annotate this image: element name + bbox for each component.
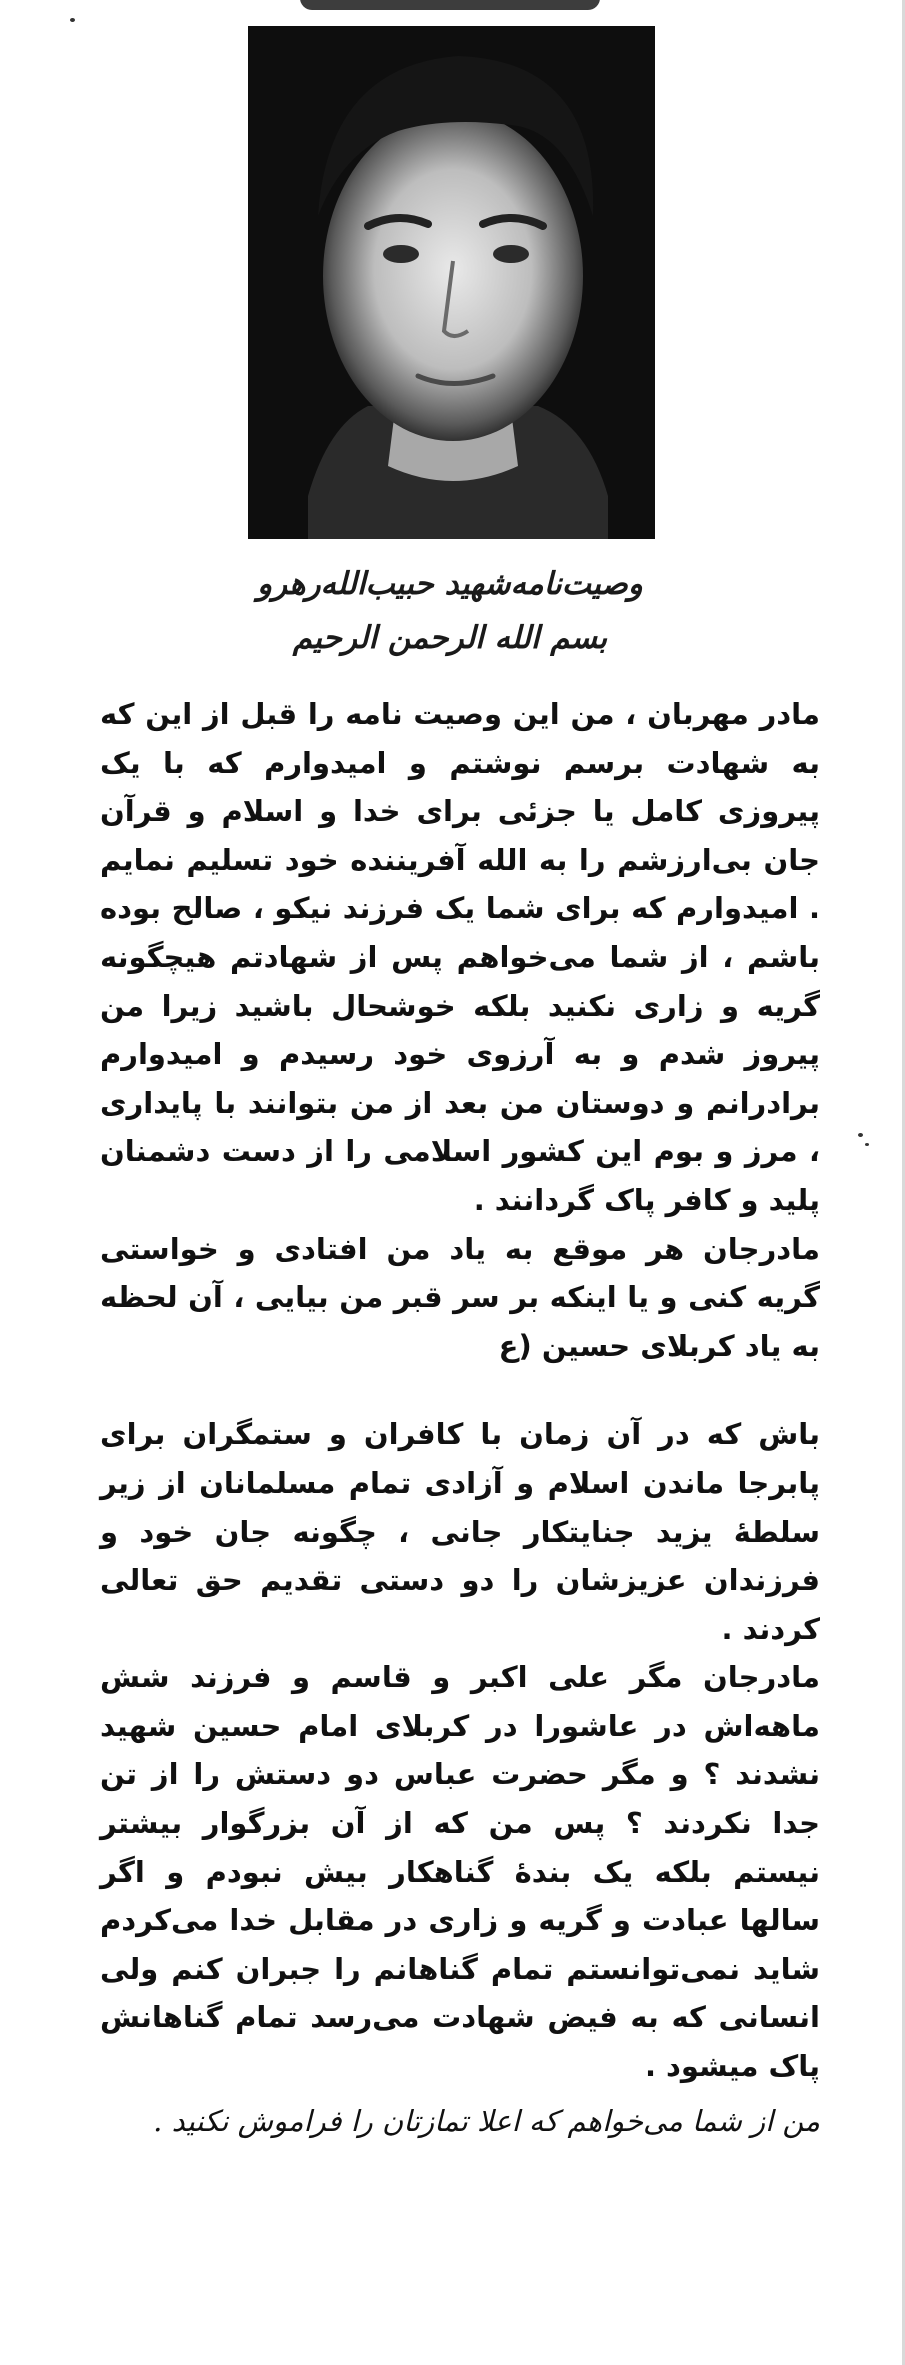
basmala-line: بسم الله الرحمن الرحیم [292, 620, 608, 656]
testament-title: وصیت‌نامه‌شهید حبیب‌الله‌رهرو [257, 566, 643, 602]
testament-body [100, 690, 820, 2145]
paragraph: مادرجان هر موقع به یاد من افتادی و خواستی گریه کنی و یا اینکه بر سر قبر من بیایی ، آن لحظه به یاد کربلای حسین (ع [100, 1231, 820, 1363]
scan-speck [858, 1133, 863, 1137]
scan-speck [70, 18, 75, 22]
closing-request: من از شما می‌خواهم که اعلا تمازتان را فراموش نکنید . [153, 2103, 820, 2138]
scan-speck [865, 1143, 869, 1146]
portrait-photo [248, 26, 655, 539]
paragraph: مادرجان مگر علی اکبر و قاسم و فرزند شش ماهه‌اش در عاشورا در کربلای امام حسین شهید نشدند ؟ و مگر حضرت عباس دو دستش را از تن جدا نکردند ؟ پس من که از آن بزرگوار بیشتر نیستم بلکه یک بندهٔ گناهکار بیش نبودم و اگر سالها عبادت و گریه و زاری در مقابل خدا می‌کردم شاید نمی‌توانستم تمام گناهانم را جبران کنم ولی انسانی که به فیض شهادت می‌رسد تمام گناهانش پاک میشود . [100, 1660, 820, 2084]
paragraph: باش که در آن زمان با کافران و ستمگران برای پابرجا ماندن اسلام و آزادی تمام مسلمانان از زیر سلطهٔ یزید جنایتکار جانی ، چگونه جان خود و فرزندان عزیزشان را دو دستی تقدیم حق تعالی کردند . [100, 1417, 820, 1646]
cropped-heading-fragment [300, 0, 600, 10]
paragraph: مادر مهربان ، من این وصیت نامه را قبل از این که به شهادت برسم نوشتم و امیدوارم که با یک پیروزی کامل یا جزئی برای خدا و اسلام و قرآن جان بی‌ارزشم را به الله آفریننده خود تسلیم نمایم . امیدوارم که برای شما یک فرزند نیکو ، صالح بوده باشم ، از شما می‌خواهم پس از شهادتم هیچگونه گریه و زاری نکنید بلکه خوشحال باشید زیرا من پیروز شدم و به آرزوی خود رسیدم و امیدوارم برادرانم و دوستان من بعد از من بتوانند با پایداری ، مرز و بوم این کشور اسلامی را از دست دشمنان پلید و کافر پاک گردانند . [100, 697, 820, 1217]
